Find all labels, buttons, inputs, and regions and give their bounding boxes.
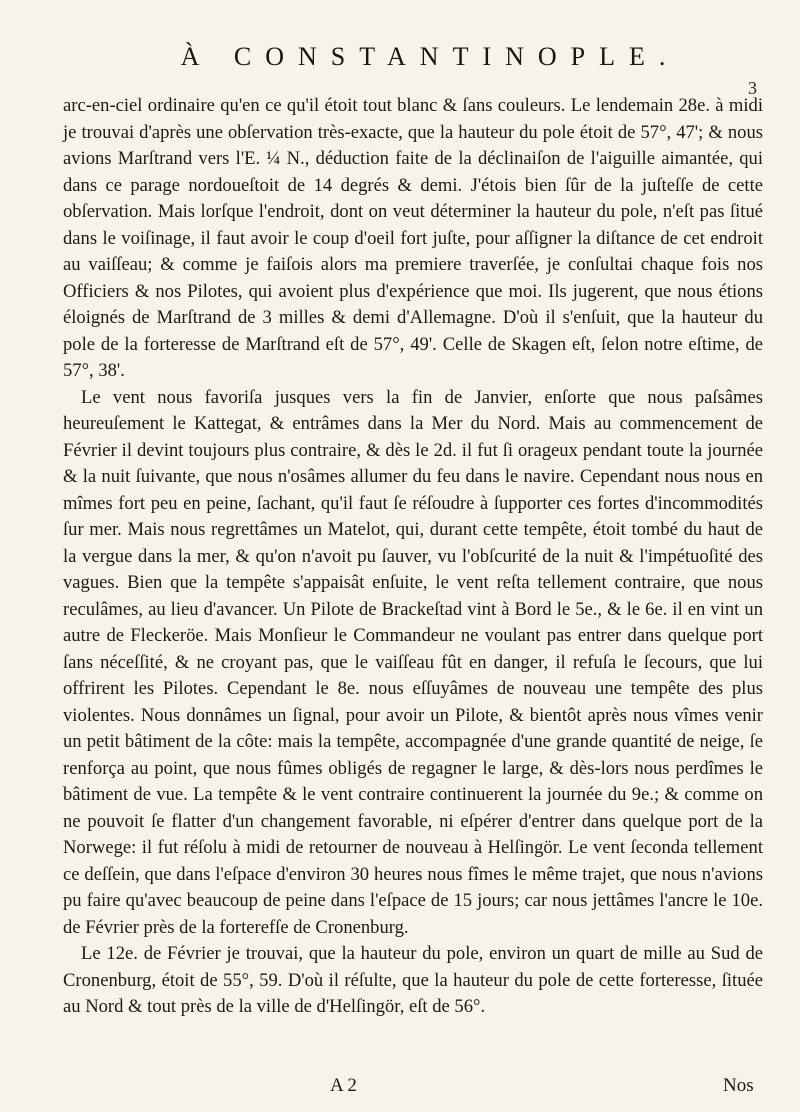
paragraph-1: arc-en-ciel ordinaire qu'en ce qu'il étoit tout blanc & ſans couleurs. Le lendemain 28e. à midi je trouvai d'après une obſervation très-exacte, que la hauteur du pole étoit de 57°, 47'; & nous avions Marſtrand vers l'E. ¼ N., déduction faite de la déclinaiſon de l'aiguille aimantée, qui dans ce parage nordoueſtoit de 14 degrés & demi. J'étois bien ſûr de la juſteſſe de cette obſervation. Mais lorſque l'endroit, dont on veut déterminer la hauteur du pole, n'eſt pas ſitué dans le voiſinage, il faut avoir le coup d'oeil fort juſte, pour aſſigner la diſtance de cet endroit au vaiſſeau; & comme je faiſois alors ma premiere traverſée, je conſultai chaque fois nos Officiers & nos Pilotes, qui avoient plus d'expérience que moi. Ils jugerent, que nous étions éloignés de Marſtrand de 3 milles & demi d'Allemagne. D'où il s'enſuit, que la hauteur du pole de la forteresse de Marſtrand eſt de 57°, 49'. Celle de Skagen eſt, ſelon notre eſtime, de 57°, 38'. [63,95,763,381]
catchword: Nos [723,1075,754,1096]
signature-mark: A 2 [330,1075,357,1096]
page-number: 3 [748,78,757,98]
page-footer [0,1075,800,1105]
running-title: À CONSTANTINOPLE. [180,42,680,71]
body-text [63,93,763,1021]
paragraph-3: Le 12e. de Février je trouvai, que la hauteur du pole, environ un quart de mille au Sud de Cronenburg, étoit de 55°, 59. D'où il réſulte, que la hauteur du pole de cette forteresse, ſituée au Nord & tout près de la ville de d'Helſingör, eſt de 56°. [63,943,763,1017]
paragraph-2: Le vent nous favoriſa jusques vers la fin de Janvier, enſorte que nous paſsâmes heureuſement le Kattegat, & entrâmes dans la Mer du Nord. Mais au commencement de Février il devint toujours plus contraire, & dès le 2d. il fut ſi orageux pendant toute la journée & la nuit ſuivante, que nous n'osâmes allumer du feu dans le navire. Cependant nous nous en mîmes fort peu en peine, ſachant, qu'il faut ſe réſoudre à ſupporter ces fortes d'incommodités ſur mer. Mais nous regrettâmes un Matelot, qui, durant cette tempête, étoit tombé du haut de la vergue dans la mer, & qu'on n'avoit pu ſauver, vu l'obſcurité de la nuit & l'impétuoſité des vagues. Bien que la tempête s'appaisât enſuite, le vent reſta tellement contraire, que nous reculâmes, au lieu d'avancer. Un Pilote de Brackeſtad vint à Bord le 5e., & le 6e. il en vint un autre de Fleckeröe. Mais Monſieur le Commandeur ne voulant pas entrer dans quelque port ſans néceſſité, & ne croyant pas, que le vaiſſeau fût en danger, il refuſa le ſecours, que lui offrirent les Pilotes. Cependant le 8e. nous eſſuyâmes de nouveau une tempête des plus violentes. Nous donnâmes un ſignal, pour avoir un Pilote, & bientôt après nous vîmes venir un petit bâtiment de la côte: mais la tempête, accompagnée d'une grande quantité de neige, ſe renforça au point, que nous fûmes obligés de regagner le large, & dès-lors nous perdîmes le bâtiment de vue. La tempête & le vent contraire continuerent la journée du 9e.; & comme on ne pouvoit ſe flatter d'un changement favorable, ni eſpérer d'entrer dans quelque port de la Norwege: il fut réſolu à midi de retourner de nouveau à Helſingör. Le vent ſeconda tellement ce deſſein, que dans l'eſpace d'environ 30 heures nous fîmes le même trajet, que nous n'avions pu faire qu'avec beaucoup de peine dans l'eſpace de 15 jours; car nous jettâmes l'ancre le 10e. de Février près de la forterefſe de Cronenburg. [63,386,763,938]
